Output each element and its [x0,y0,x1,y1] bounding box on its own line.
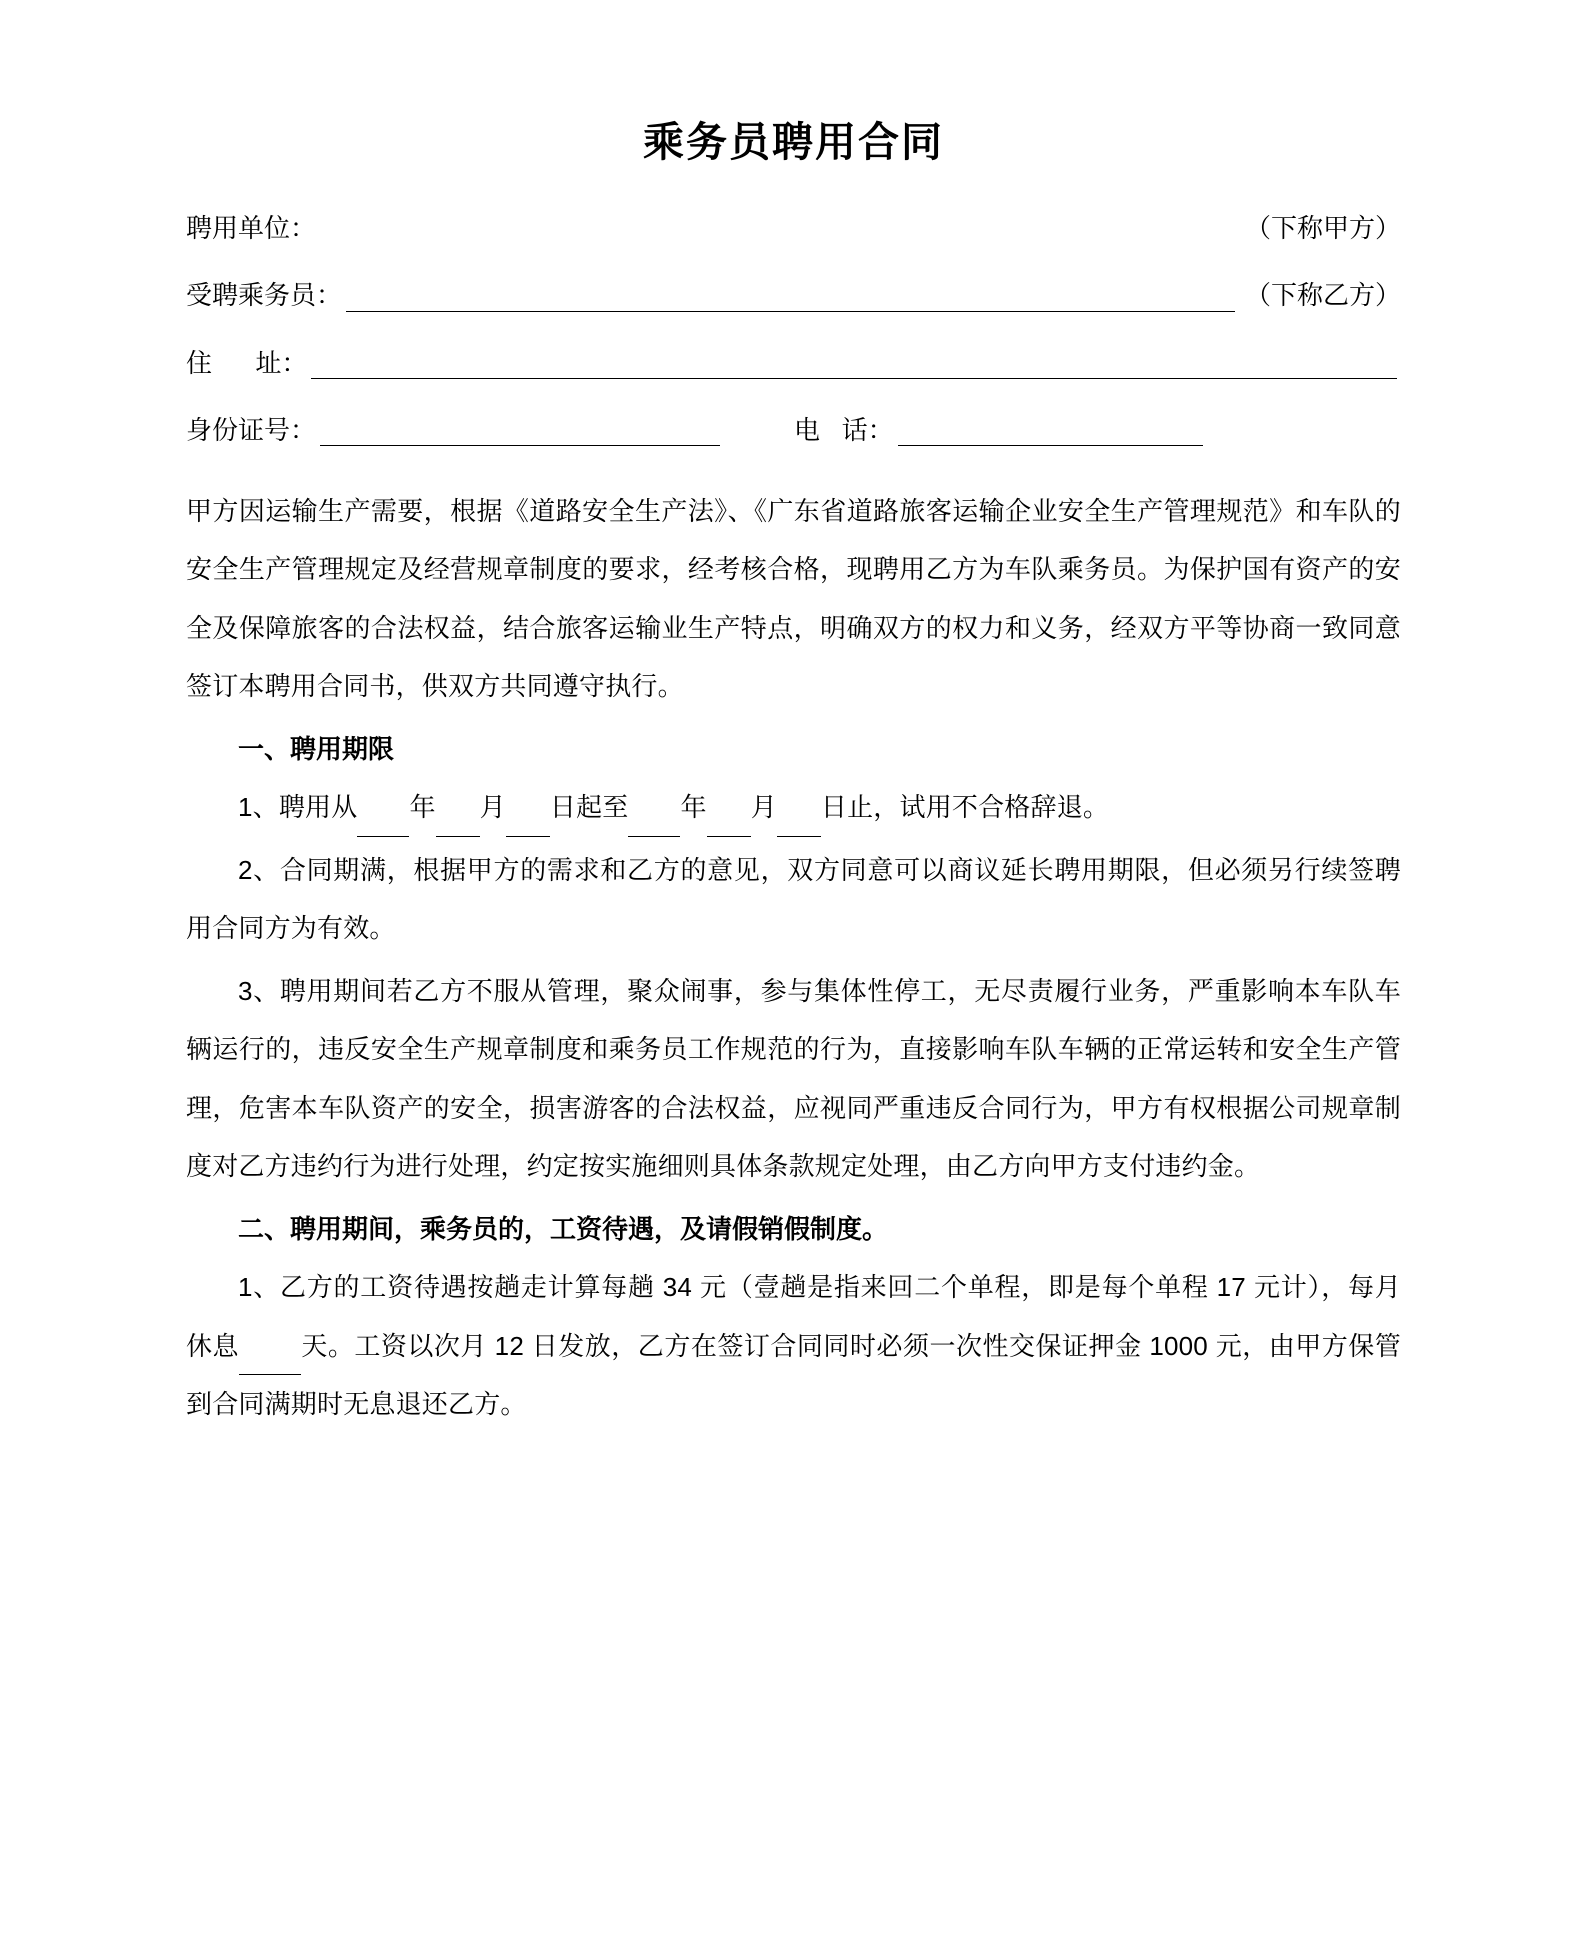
clause-2-1-blank-rest-days[interactable] [239,1352,301,1375]
clause-2-1-suffix: 天。工资以次月 12 日发放，乙方在签订合同同时必须一次性交保证押金 1000 元，由甲方保管到合同满期时无息退还乙方。 [186,1330,1401,1420]
clause-1-1-blank-month-end[interactable] [707,814,751,837]
field-suffix-employee: （下称乙方） [1244,280,1401,311]
field-row-employer [186,213,1401,244]
section-heading-2: 二、聘用期间，乘务员的，工资待遇，及请假销假制度。 [238,1213,889,1244]
clause-1-1-blank-day-end[interactable] [777,814,821,837]
field-row-address [186,348,1401,379]
field-label-employee: 受聘乘务员： [186,280,343,311]
clause-1-1-part-2: 日起至 [549,792,629,823]
clause-1-1-part-0: 年 [409,792,436,823]
section-heading-1: 一、聘用期限 [238,733,395,764]
clause-1-1 [186,778,1401,837]
clause-1-2: 2、合同期满，根据甲方的需求和乙方的意见，双方同意可以商议延长聘用期限，但必须另行续签聘用合同方为有效。 [186,854,1401,944]
clause-1-1-blank-day-start[interactable] [506,814,550,837]
field-label-phone: 电 话： [794,414,894,445]
clause-1-1-prefix: 1、聘用从 [238,792,358,823]
clause-1-1-part-4: 月 [750,792,777,823]
field-blank-employee[interactable] [346,287,1235,312]
clause-1-1-part-3: 年 [680,792,707,823]
field-suffix-employer: （下称甲方） [1244,213,1401,244]
field-row-employee [186,280,1401,311]
field-blank-employer[interactable] [316,220,1239,244]
clause-1-1-part-5: 日止，试用不合格辞退。 [820,792,1110,823]
clause-1-3: 3、聘用期间若乙方不服从管理，聚众闹事，参与集体性停工，无尽责履行业务，严重影响本车队车辆运行的，违反安全生产规章制度和乘务员工作规范的行为，直接影响车队车辆的正常运转和安全生产管理，危害本车队资产的安全，损害游客的合法权益，应视同严重违反合同行为，甲方有权根据公司规章制度对乙方违约行为进行处理，约定按实施细则具体条款规定处理，由乙方向甲方支付违约金。 [186,975,1401,1182]
clause-1-1-blank-year-end[interactable] [628,814,680,837]
field-row-id-phone [186,415,1401,446]
field-label-address: 住 址： [186,347,308,378]
clause-2-1-prefix: 1、乙方的工资待遇按趟走计算每趟 34 元（壹趟是指来回二个单程，即是每个单程 17 元计），每月休息 [186,1272,1401,1361]
clause-1-1-blank-month-start[interactable] [436,814,480,837]
field-blank-address[interactable] [311,354,1397,379]
field-label-employer: 聘用单位： [186,213,317,244]
clause-2-1 [186,1258,1401,1434]
clause-1-1-blank-year-start[interactable] [357,814,409,837]
clause-1-1-part-1: 月 [479,792,506,823]
field-label-id-number: 身份证号： [186,414,317,445]
field-blank-phone[interactable] [898,421,1203,446]
preamble-paragraph: 甲方因运输生产需要，根据《道路安全生产法》、《广东省道路旅客运输企业安全生产管理规范》和车队的安全生产管理规定及经营规章制度的要求，经考核合格，现聘用乙方为车队乘务员。为保护国有资产的安全及保障旅客的合法权益，结合旅客运输业生产特点，明确双方的权力和义务，经双方平等协商一致同意签订本聘用合同书，供双方共同遵守执行。 [186,495,1401,702]
field-blank-id-number[interactable] [320,421,720,446]
page-title: 乘务员聘用合同 [643,119,944,165]
